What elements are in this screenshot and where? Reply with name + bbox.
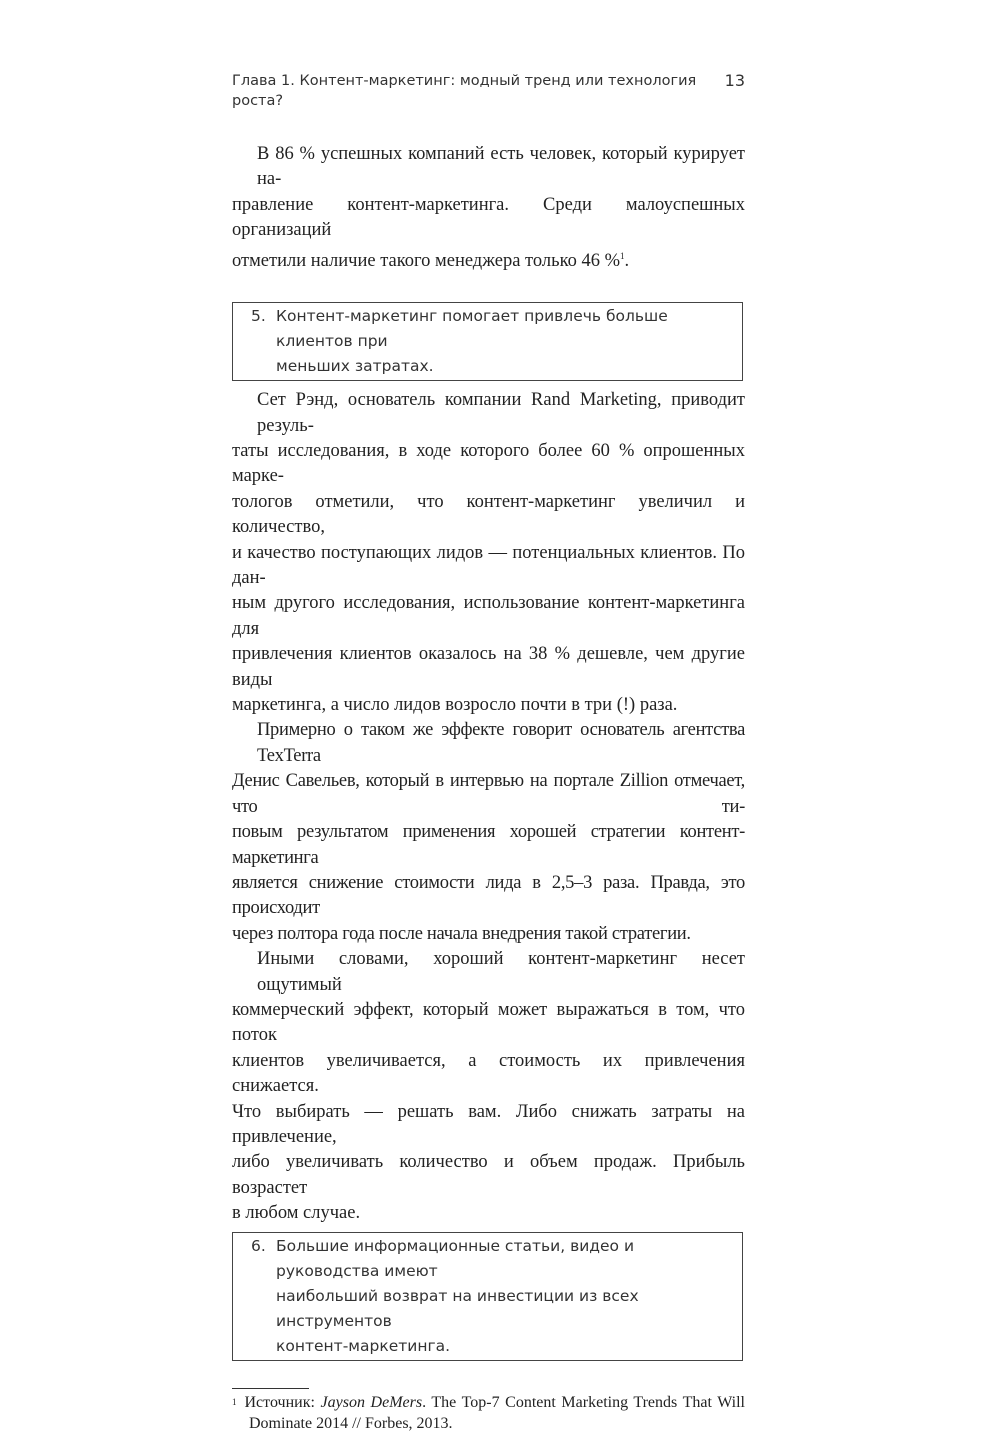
paragraph-3 [232, 718, 745, 947]
text-line: В 86 % успешных компаний есть человек, который курирует на- [257, 144, 745, 190]
running-header [232, 71, 745, 111]
callout-line: Контент-маркетинг помогает привлечь больше клиентов при [276, 307, 668, 351]
text-line: либо увеличивать количество и объем продаж. Прибыль возрастет [232, 1152, 745, 1198]
text-line: является снижение стоимости лида в 2,5–3 раза. Правда, это происходит [232, 872, 745, 919]
book-page [232, 0, 745, 1434]
text-line: таты исследования, в ходе которого более 60 % опрошенных марке- [232, 441, 745, 487]
text-line: повым результатом применения хорошей стратегии контент-маркетинга [232, 822, 745, 868]
callout-number: 6. [251, 1236, 266, 1255]
text-line: и качество поступающих лидов — потенциальных клиентов. По дан- [232, 542, 745, 589]
text-line [232, 244, 745, 275]
text-line: коммерческий эффект, который может выражаться в том, что поток [232, 999, 745, 1046]
footnote-mark: 1 [232, 1396, 237, 1407]
callout-line: меньших затратах. [276, 357, 434, 376]
paragraph-1 [232, 142, 745, 274]
callout-box-5 [232, 302, 743, 381]
text-line: Иными словами, хороший контент-маркетинг несет ощутимый [257, 949, 745, 995]
text-line: привлечения клиентов оказалось на 38 % дешевле, чем другие виды [232, 644, 745, 690]
text-line: правление контент-маркетинга. Среди малоуспешных организаций [232, 194, 745, 241]
callout-line: контент-маркетинга. [276, 1336, 451, 1355]
text-line: Денис Савельев, который в интервью на портале Zillion отмечает, что ти- [232, 771, 745, 817]
chapter-title: Глава 1. Контент-маркетинг: модный тренд или технология роста? [232, 73, 697, 109]
footnote [232, 1392, 745, 1434]
footnote-line: Dominate 2014 // Forbes, 2013. [249, 1414, 453, 1432]
footnote-divider [232, 1388, 309, 1389]
callout-line: Большие информационные статьи, видео и руководства имеют [276, 1236, 635, 1280]
page-number: 13 [724, 71, 745, 90]
callout-box-6 [232, 1232, 743, 1361]
callout-line: наибольший возврат на инвестиции из всех инструментов [276, 1286, 639, 1330]
text-line: маркетинга, а число лидов возросло почти в три (!) раза. [232, 695, 678, 716]
text-line: ным другого исследования, использование контент-маркетинга для [232, 593, 745, 639]
footnote-label: Источник: [244, 1393, 321, 1411]
text-line: Сет Рэнд, основатель компании Rand Marketing, приводит резуль- [257, 390, 745, 436]
footnote-line [232, 1392, 745, 1413]
footnote-author: Jayson DeMers [320, 1393, 423, 1411]
footnote-ref[interactable]: 1 [620, 250, 625, 261]
text-line: тологов отметили, что контент-маркетинг увеличил и количество, [232, 491, 745, 538]
text-line: в любом случае. [232, 1203, 361, 1224]
text-line: через полтора года после начала внедрения такой стратегии. [232, 923, 691, 944]
callout-number: 5. [251, 307, 266, 326]
text-line: Что выбирать — решать вам. Либо снижать затраты на привлечение, [232, 1101, 745, 1147]
paragraph-4 [232, 947, 745, 1226]
paragraph-2 [232, 388, 745, 718]
footnote-title: . The Top-7 Content Marketing Trends That Will [422, 1393, 745, 1411]
text-line-end: . [624, 250, 630, 271]
text-line: Примерно о таком же эффекте говорит основатель агентства TexTerra [257, 720, 745, 766]
text-line: клиентов увеличивается, а стоимость их привлечения снижается. [232, 1050, 745, 1097]
text-line-content: отметили наличие такого менеджера только 46 % [232, 250, 621, 271]
